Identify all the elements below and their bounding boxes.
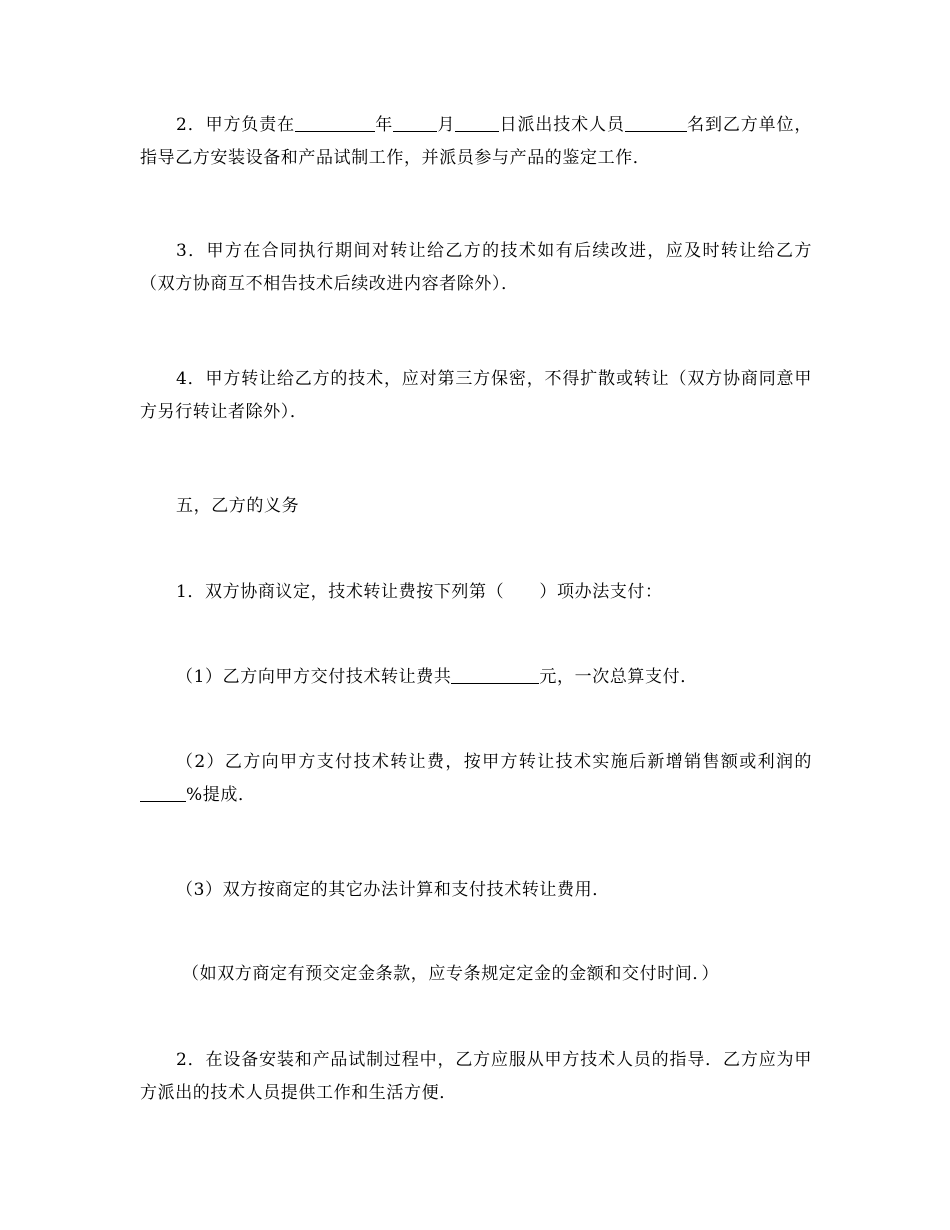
section-heading-party-b-obligations: 五，乙方的义务 [176,496,300,516]
clause-a2-text-3: 月 [437,115,456,135]
day-blank [455,113,499,132]
option-2-text-2: %提成． [186,785,256,805]
clause-a3-follow-up-improvements: 3．甲方在合同执行期间对转让给乙方的技术如有后续改进，应及时转让给乙方（双方协商互不相告技术后续改进内容者除外）． [140,241,812,294]
technician-count-blank [625,113,687,132]
lump-sum-amount-blank [451,665,539,684]
option-1-text-1: （1）乙方向甲方交付技术转让费共 [176,667,452,687]
clause-a2-dispatch-technicians [140,109,812,175]
clause-a2-text-2: 年 [375,115,394,135]
year-blank [295,113,375,132]
clause-a2-text-4: 日派出技术人员 [499,115,625,135]
clause-b1-option-2 [140,746,812,812]
clause-b1-payment-method: 1．双方协商议定，技术转让费按下列第（ ）项办法支付： [176,582,663,602]
clause-b2-cooperation: 2．在设备安装和产品试制过程中，乙方应服从甲方技术人员的指导．乙方应为甲方派出的技术人员提供工作和生活方便． [140,1050,812,1103]
option-1-text-2: 元，一次总算支付． [539,667,698,687]
clause-b1-option-3: （3）双方按商定的其它办法计算和支付技术转让费用． [176,880,610,900]
option-2-text-1: （2）乙方向甲方支付技术转让费，按甲方转让技术实施后新增销售额或利润的 [176,752,812,772]
clause-a4-confidentiality: 4．甲方转让给乙方的技术，应对第三方保密，不得扩散或转让（双方协商同意甲方另行转让者除外）． [140,369,812,422]
clause-a2-text-5: 名到乙方单位，指导乙方安装设备和产品试制工作，并派员参与产品的鉴定工作． [140,115,812,168]
percentage-blank [140,783,186,802]
deposit-note: （如双方商定有预交定金条款，应专条规定定金的金额和交付时间．） [182,964,720,984]
clause-a2-text-1: 2．甲方负责在 [176,115,295,135]
clause-b1-option-1 [140,661,812,694]
month-blank [393,113,437,132]
